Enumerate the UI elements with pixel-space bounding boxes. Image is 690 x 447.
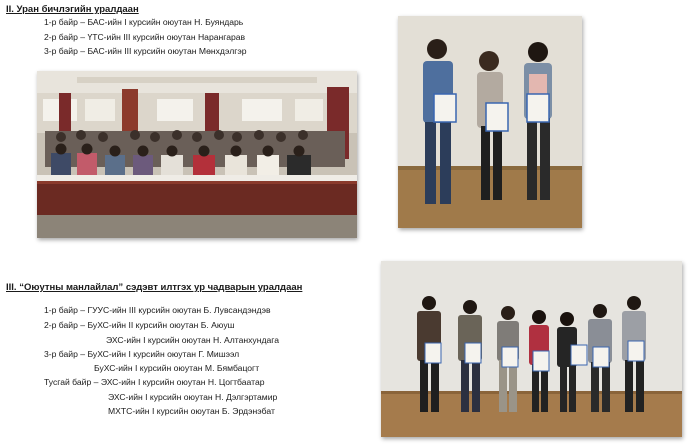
section2-title: II. Уран бичлэгийн уралдаан bbox=[6, 4, 139, 15]
section2-line-3: 3-р байр – БАС-ийн III курсийн оюутан Мөнхдэлгэр bbox=[44, 46, 247, 56]
section3-line-8: МХТС-ийн I курсийн оюутан Б. Эрдэнэбат bbox=[108, 406, 275, 416]
winners-photo-1 bbox=[398, 16, 582, 228]
section3-line-3: ЭХС-ийн I курсийн оюутан Н. Алтанхундага bbox=[106, 335, 279, 345]
section3-line-1: 1-р байр – ГУУС-ийн III курсийн оюутан Б. Лувсандэндэв bbox=[44, 305, 271, 315]
winners-photo-2 bbox=[381, 261, 682, 437]
audience-photo bbox=[37, 71, 357, 238]
section3-line-6: Тусгай байр – ЭХС-ийн I курсийн оюутан Н. Цогтбаатар bbox=[44, 377, 265, 387]
section3-line-2: 2-р байр – БуХС-ийн II курсийн оюутан Б. Аюуш bbox=[44, 320, 235, 330]
section3-line-7: ЭХС-ийн I курсийн оюутан Н. Дэлгэртамир bbox=[108, 392, 278, 402]
section2-line-2: 2-р байр – ҮТС-ийн III курсийн оюутан Нарангарав bbox=[44, 32, 246, 42]
section3-line-4: 3-р байр – БуХС-ийн I курсийн оюутан Г. Мишээл bbox=[44, 349, 240, 359]
section3-line-5: БуХС-ийн I курсийн оюутан М. Бямбацогт bbox=[94, 363, 260, 373]
section2-line-1: 1-р байр – БАС-ийн I курсийн оюутан Н. Буяндарь bbox=[44, 17, 244, 27]
section3-title: III. “Оюутны манлайлал” сэдэвт илтгэх ур чадварын уралдаан bbox=[6, 282, 303, 293]
